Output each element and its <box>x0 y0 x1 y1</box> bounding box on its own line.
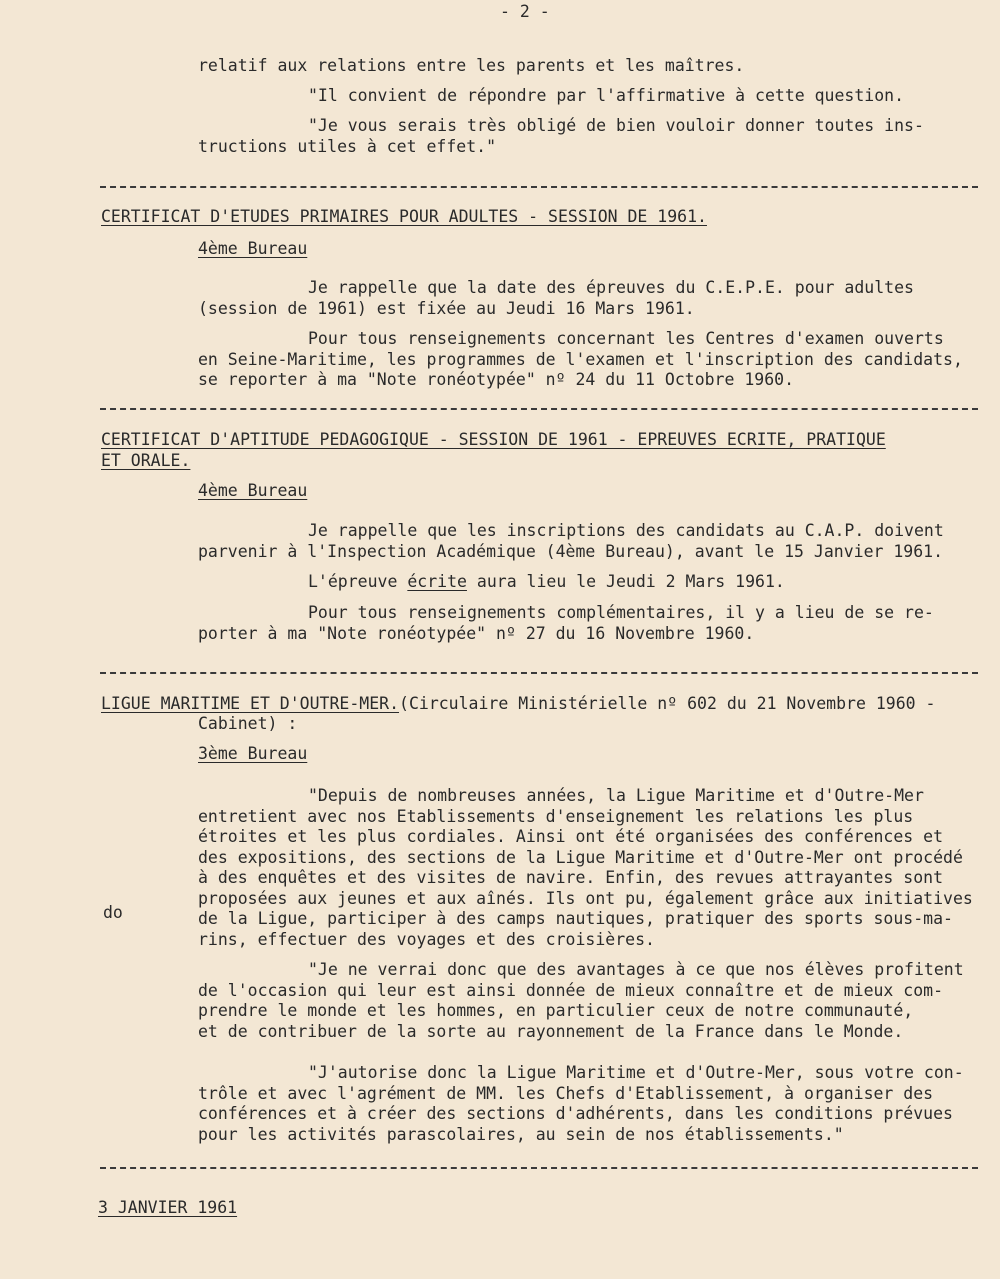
section2-paragraph-1 <box>198 521 944 562</box>
section3-p2-line: prendre le monde et les hommes, en particulier ceux de notre communauté, <box>198 1001 914 1020</box>
page-number: - 2 - <box>500 2 550 21</box>
section3-title-line-2: Cabinet) : <box>198 714 298 733</box>
section2-p1-line: parvenir à l'Inspection Académique (4ème Bureau), avant le 15 Janvier 1961. <box>198 541 944 561</box>
section2-paragraph-3 <box>198 603 934 644</box>
section3-p3-line: trôle et avec l'agrément de MM. les Chefs d'Etablissement, à organiser des <box>198 1083 934 1103</box>
margin-note: do <box>103 903 123 922</box>
section2-p2-pre: L'épreuve <box>308 572 408 591</box>
section3-p2-line: "Je ne verrai donc que des avantages à ce que nos élèves profitent <box>308 960 964 979</box>
section3-paragraph-2 <box>198 960 964 1042</box>
section3-p3-line: conférences et à créer des sections d'adhérents, dans les conditions prévues <box>198 1104 953 1123</box>
intro-quote-2-line: "Je vous serais très obligé de bien vouloir donner toutes ins- <box>308 116 924 135</box>
section3-paragraph-1 <box>198 786 973 950</box>
section3-title-main: LIGUE MARITIME ET D'OUTRE-MER. <box>101 694 400 713</box>
section3-p1-line: rins, effectuer des voyages et des croisières. <box>198 929 655 949</box>
section3-p2-line: de l'occasion qui leur est ainsi donnée de mieux connaître et de mieux com- <box>198 980 944 1000</box>
section3-p1-line: proposées aux jeunes et aux aînés. Ils ont pu, également grâce aux initiatives <box>198 888 973 908</box>
section2-paragraph-2 <box>308 572 785 592</box>
section1-p2-line: se reporter à ma "Note ronéotypée" nº 24 du 11 Octobre 1960. <box>198 370 795 389</box>
section2-p3-line: Pour tous renseignements complémentaires, il y a lieu de se re- <box>308 603 934 622</box>
section3-title-rest: (Circulaire Ministérielle nº 602 du 21 Novembre 1960 - <box>399 694 936 713</box>
section1-p1-line: Je rappelle que la date des épreuves du C.E.P.E. pour adultes <box>308 278 914 297</box>
section3-p1-line: à des enquêtes et des visites de navire. Enfin, des revues attrayantes sont <box>198 868 944 887</box>
section1-paragraph-2 <box>198 329 963 391</box>
section1-p2-line: Pour tous renseignements concernant les Centres d'examen ouverts <box>308 329 944 348</box>
section1-p2-line: en Seine-Maritime, les programmes de l'examen et l'inscription des candidats, <box>198 349 963 369</box>
intro-quote-1: "Il convient de répondre par l'affirmative à cette question. <box>308 86 905 105</box>
section2-p2-emphasis: écrite <box>407 572 467 591</box>
section3-paragraph-3 <box>198 1063 964 1145</box>
section3-p2-line: et de contribuer de la sorte au rayonnement de la France dans le Monde. <box>198 1021 904 1041</box>
footer-date: 3 JANVIER 1961 <box>98 1198 238 1217</box>
section2-bureau: 4ème Bureau <box>198 481 308 500</box>
section-divider <box>100 186 978 188</box>
section3-p3-line: pour les activités parascolaires, au sein de nos établissements." <box>198 1124 844 1144</box>
section-divider <box>100 672 978 674</box>
section-divider <box>100 408 978 410</box>
section2-title-line-1: CERTIFICAT D'APTITUDE PEDAGOGIQUE - SESSION DE 1961 - EPREUVES ECRITE, PRATIQUE <box>101 430 886 449</box>
intro-paragraph <box>198 56 744 77</box>
section3-p1-line: "Depuis de nombreuses années, la Ligue Maritime et d'Outre-Mer <box>308 786 924 805</box>
section3-p1-line: étroites et les plus cordiales. Ainsi ont été organisées des conférences et <box>198 827 944 846</box>
section1-p1-line: (session de 1961) est fixée au Jeudi 16 Mars 1961. <box>198 298 695 318</box>
section3-p1-line: des expositions, des sections de la Ligue Maritime et d'Outre-Mer ont procédé <box>198 847 963 867</box>
intro-quote-2 <box>198 116 924 157</box>
section3-p3-line: "J'autorise donc la Ligue Maritime et d'Outre-Mer, sous votre con- <box>308 1063 964 1082</box>
section1-paragraph-1 <box>198 278 914 319</box>
section2-p3-line: porter à ma "Note ronéotypée" nº 27 du 16 Novembre 1960. <box>198 623 755 643</box>
section2-title-line-2: ET ORALE. <box>101 451 191 470</box>
section1-title: CERTIFICAT D'ETUDES PRIMAIRES POUR ADULTES - SESSION DE 1961. <box>101 207 707 226</box>
section2-p1-line: Je rappelle que les inscriptions des candidats au C.A.P. doivent <box>308 521 944 540</box>
section3-bureau: 3ème Bureau <box>198 744 308 763</box>
intro-line: relatif aux relations entre les parents et les maîtres. <box>198 56 745 75</box>
intro-quote-2-line: tructions utiles à cet effet." <box>198 136 497 156</box>
section3-p1-line: de la Ligue, participer à des camps nautiques, pratiquer des sports sous-ma- <box>198 909 953 928</box>
section-divider <box>100 1167 978 1169</box>
section3-p1-line: entretient avec nos Etablissements d'enseignement les relations les plus <box>198 806 914 826</box>
section3-title <box>101 694 935 714</box>
section2-p2-post: aura lieu le Jeudi 2 Mars 1961. <box>466 572 785 591</box>
section1-bureau: 4ème Bureau <box>198 239 308 258</box>
